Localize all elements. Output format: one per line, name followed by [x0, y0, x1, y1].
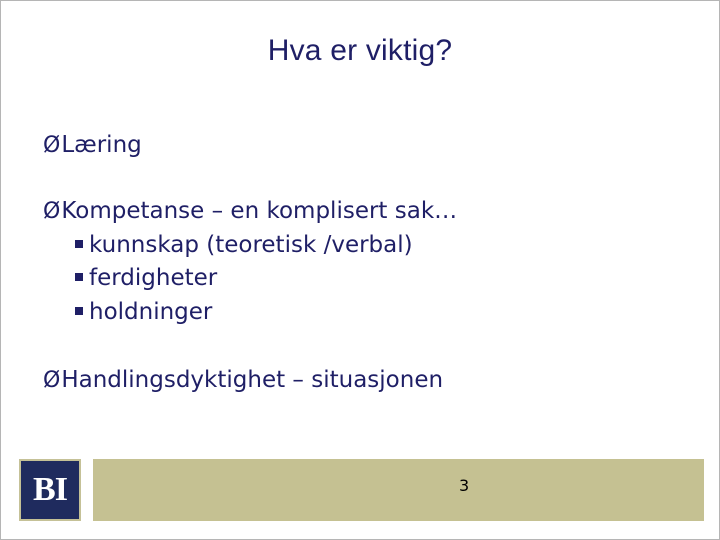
- sub-bullet-text: kunnskap (teoretisk /verbal): [89, 232, 413, 258]
- bullet-text: Læring: [61, 132, 142, 158]
- arrow-bullet-icon: Ø: [43, 133, 61, 158]
- sub-bullet-ferdigheter: [75, 263, 217, 293]
- arrow-bullet-icon: Ø: [43, 368, 61, 393]
- square-bullet-icon: [75, 240, 83, 248]
- bullet-laering: [43, 130, 142, 161]
- square-bullet-icon: [75, 307, 83, 315]
- sub-bullet-holdninger: [75, 297, 212, 327]
- slide-footer: [1, 457, 719, 525]
- square-bullet-icon: [75, 273, 83, 281]
- bullet-kompetanse: [43, 196, 457, 227]
- page-number: 3: [459, 476, 470, 495]
- slide-title: Hva er viktig?: [267, 34, 453, 67]
- arrow-bullet-icon: Ø: [43, 199, 61, 224]
- sub-bullet-text: holdninger: [89, 299, 213, 325]
- bi-logo: BI: [19, 459, 81, 521]
- footer-band: [93, 459, 704, 521]
- bullet-text: Kompetanse – en komplisert sak…: [61, 198, 458, 224]
- bullet-text: Handlingsdyktighet – situasjonen: [61, 367, 444, 393]
- sub-bullet-kunnskap: [75, 230, 413, 260]
- sub-bullet-text: ferdigheter: [89, 265, 218, 291]
- bullet-handlingsdyktighet: [43, 365, 443, 396]
